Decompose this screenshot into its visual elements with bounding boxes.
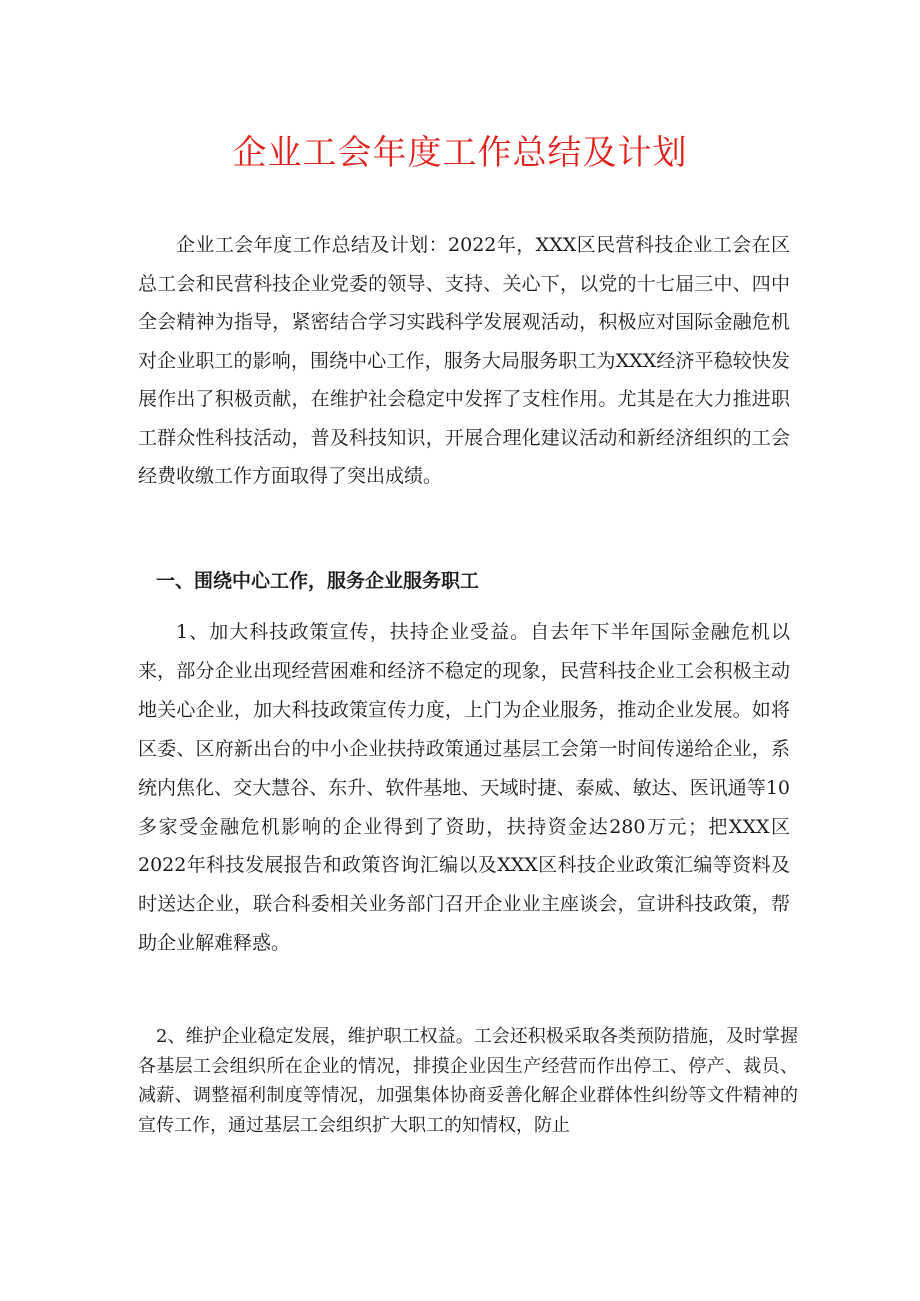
intro-paragraph: 企业工会年度工作总结及计划：2022年，XXX区民营科技企业工会在区总工会和民营科技企业党委的领导、支持、关心下，以党的十七届三中、四中全会精神为指导，紧密结合学习实践科学发展观活动，积极应对国际金融危机对企业职工的影响，围绕中心工作，服务大局服务职工为XXX经济平稳较快发展作出了积极贡献，在维护社会稳定中发挥了支柱作用。尤其是在大力推进职工群众性科技活动，普及科技知识，开展合理化建议活动和新经济组织的工会经费收缴工作方面取得了突出成绩。 bbox=[138, 234, 790, 487]
section-heading: 一、围绕中心工作，服务企业服务职工 bbox=[156, 570, 480, 592]
document-title: 企业工会年度工作总结及计划 bbox=[232, 133, 688, 173]
item-2-paragraph: 2、维护企业稳定发展，维护职工权益。工会还积极采取各类预防措施，及时掌握各基层工会组织所在企业的情况，排摸企业因生产经营而作出停工、停产、裁员、减薪、调整福利制度等情况，加强集体协商妥善化解企业群体性纠纷等文件精神的宣传工作，通过基层工会组织扩大职工的知情权，防止 bbox=[138, 1026, 798, 1136]
item-1-paragraph: 1、加大科技政策宣传，扶持企业受益。自去年下半年国际金融危机以来，部分企业出现经营困难和经济不稳定的现象，民营科技企业工会积极主动地关心企业，加大科技政策宣传力度，上门为企业服务，推动企业发展。如将区委、区府新出台的中小企业扶持政策通过基层工会第一时间传递给企业，系统内焦化、交大慧谷、东升、软件基地、天域时捷、泰威、敏达、医讯通等10多家受金融危机影响的企业得到了资助，扶持资金达280万元；把XXX区2022年科技发展报告和政策咨询汇编以及XXX区科技企业政策汇编等资料及时送达企业，联合科委相关业务部门召开企业业主座谈会，宣讲科技政策，帮助企业解难释惑。 bbox=[138, 621, 790, 955]
